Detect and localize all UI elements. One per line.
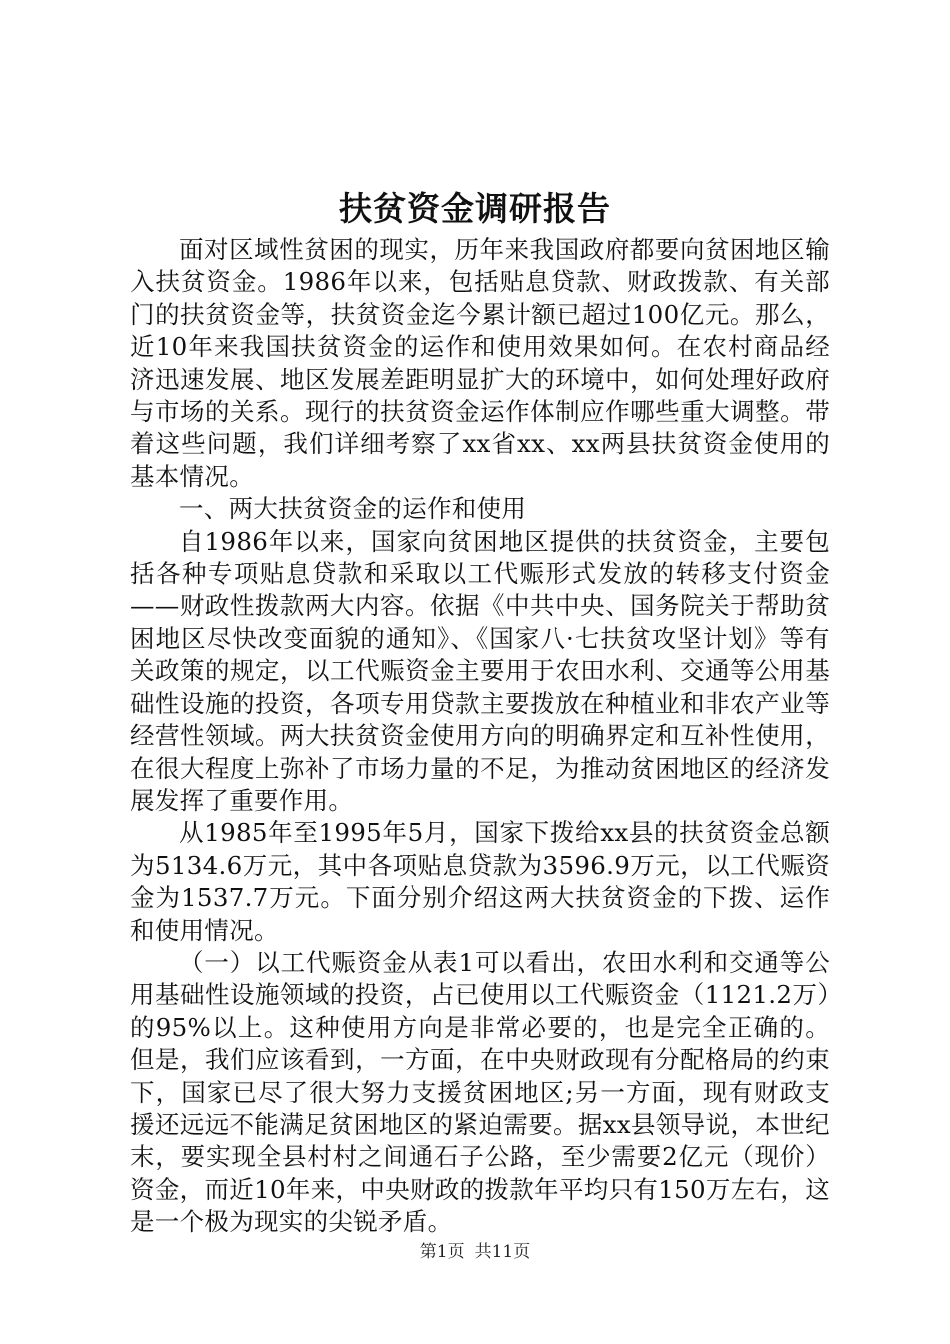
page-total: 共11页 (474, 1242, 531, 1262)
page-number: 第1页 (419, 1242, 465, 1262)
page-footer (0, 1240, 950, 1264)
section-heading: 一、两大扶贫资金的运作和使用 (179, 494, 527, 524)
document-title: 扶贫资金调研报告 (339, 189, 611, 228)
paragraph-work-relief: （一）以工代赈资金从表1可以看出，农田水利和交通等公用基础性设施领域的投资，占已使用以工代赈资金（1121.2万）的95%以上。这种使用方向是非常必要的，也是完全正确的。但是，我们应该看到，一方面，在中央财政现有分配格局的约束下，国家已尽了很大努力支援贫困地区;另一方面，现有财政支援还远远不能满足贫困地区的紧迫需要。据xx县领导说，本世纪末，要实现全县村村之间通石子公路，至少需要2亿元（现价）资金，而近10年来，中央财政的拨款年平均只有150万左右，这是一个极为现实的尖锐矛盾。 (130, 947, 831, 1237)
document-body (130, 234, 830, 1239)
paragraph-county-funds: 从1985年至1995年5月，国家下拨给xx县的扶贫资金总额为5134.6万元，其中各项贴息贷款为3596.9万元，以工代赈资金为1537.7万元。下面分别介绍这两大扶贫资金的下拨、运作和使用情况。 (130, 818, 830, 945)
paragraph-funds-overview: 自1986年以来，国家向贫困地区提供的扶贫资金，主要包括各种专项贴息贷款和采取以工代赈形式发放的转移支付资金——财政性拨款两大内容。依据《中共中央、国务院关于帮助贫困地区尽快改变面貌的通知》、《国家八·七扶贫攻坚计划》等有关政策的规定，以工代赈资金主要用于农田水利、交通等公用基础性设施的投资，各项专用贷款主要拨放在种植业和非农产业等经营性领域。两大扶贫资金使用方向的明确界定和互补性使用，在很大程度上弥补了市场力量的不足，为推动贫困地区的经济发展发挥了重要作用。 (130, 526, 830, 815)
paragraph-intro: 面对区域性贫困的现实，历年来我国政府都要向贫困地区输入扶贫资金。1986年以来，包括贴息贷款、财政拨款、有关部门的扶贫资金等，扶贫资金迄今累计额已超过100亿元。那么，近10年来我国扶贫资金的运作和使用效果如何。在农村商品经济迅速发展、地区发展差距明显扩大的环境中，如何处理好政府与市场的关系。现行的扶贫资金运作体制应作哪些重大调整。带着这些问题，我们详细考察了xx省xx、xx两县扶贫资金使用的基本情况。 (130, 235, 830, 491)
